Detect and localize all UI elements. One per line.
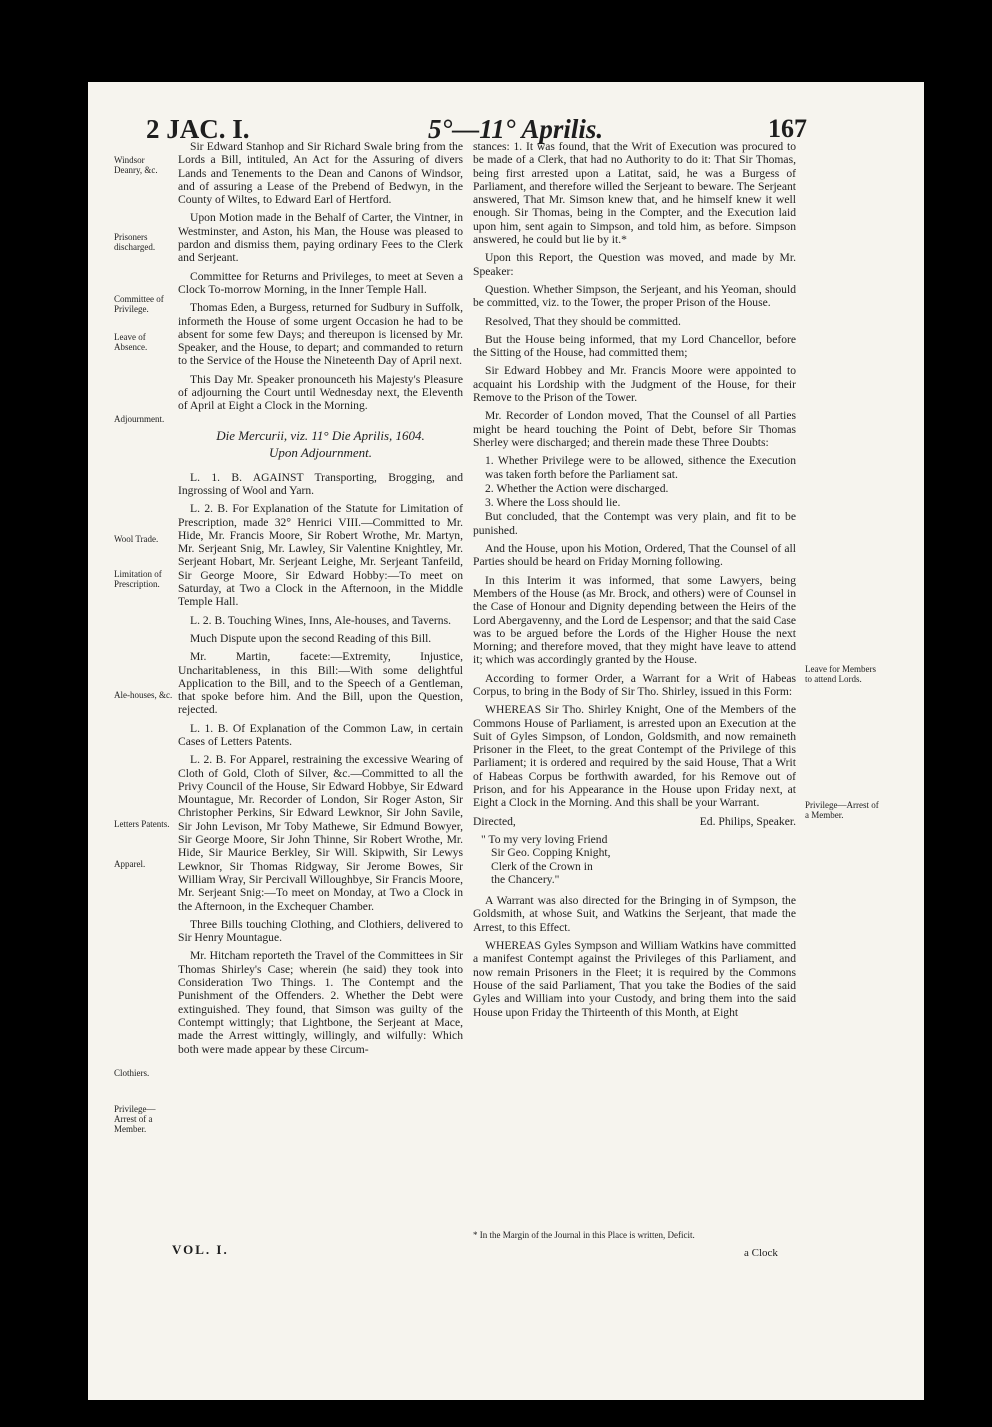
margin-note: Wool Trade.: [114, 534, 159, 544]
paragraph: But the House being informed, that my Lord Chancellor, before the Sitting of the House, had committed them;: [473, 332, 796, 360]
paragraph: Resolved, That they should be committed.: [485, 314, 681, 328]
paragraph: L. 2. B. For Explanation of the Statute for Limitation of Prescription, made 32° Henrici VIII.—Committed to Mr. Hide, Mr. Francis Moore, Sir Robert Wrothe, Mr. Martyn, Mr. Serjeant Snig, Mr. Lawley, Sir Valentine Knightley, Mr. Serjeant Hobart, Mr. Serjeant Leighe, Mr. Serjeant Tanfeild, Sir George Moore, Sir Edward Hobby:—To meet on Saturday, at Two a Clock in the Afternoon, in the Middle Temple Hall.: [178, 502, 463, 609]
address-line: Sir Geo. Copping Knight,: [491, 846, 611, 860]
paragraph: But concluded, that the Contempt was very plain, and fit to be punished.: [473, 510, 796, 537]
margin-note: Clothiers.: [114, 1068, 150, 1078]
paragraph: Sir Edward Hobbey and Mr. Francis Moore were appointed to acquaint his Lordship with the Judgment of the House, for their Remove to the Prison of the Tower.: [473, 364, 796, 405]
address-line: " To my very loving Friend: [481, 832, 608, 846]
margin-note: Apparel.: [114, 859, 146, 869]
paragraph: Sir Edward Stanhop and Sir Richard Swale bring from the Lords a Bill, intituled, An Act for the Assuring of divers Lands and Tenements to the Dean and Canons of Windsor, and of assuring a Lease of the Prebend of Bedwyn, in the County of Wiltes, to Edward Earl of Hertford.: [178, 140, 463, 207]
paragraph: According to former Order, a Warrant for a Writ of Habeas Corpus, to bring in the Body of Sir Tho. Shirley, issued in this Form:: [473, 671, 796, 698]
paragraph: Mr. Martin, facete:—Extremity, Injustice, Uncharitableness, in this Bill:—With some delightful Application to the Bill, and to the Speech of a Gentleman, that spoke before him. And the Bill, upon the Question, rejected.: [178, 650, 463, 717]
paragraph: stances: 1. It was found, that the Writ of Execution was procured to be made of a Clerk, that had no Authority to do it: That Sir Thomas, being first arrested upon a Latitat, said, he was a Burgess of Parliament, and therefore willed the Serjeant to beware. The Serjeant answered, That Mr. Simson knew that, and he himself knew it well enough. Sir Thomas, being in the Compter, and the Execution laid upon him, sent again to Simpson, and told him, as before. Simpson answered, he could but lie by it.*: [473, 140, 796, 247]
warrant-text: WHEREAS Gyles Sympson and William Watkins have committed a manifest Contempt against the Privileges of this Parliament, and now remain Prisoners in the Fleet; it is required by the Commons House of the said Parliament, That you take the Bodies of the said Gyles and William into your Custody, and bring them into the said House upon Friday the Thirteenth of this Month, at Eight: [473, 939, 796, 1019]
paragraph: Three Bills touching Clothing, and Clothiers, delivered to Sir Henry Mountague.: [178, 917, 463, 945]
margin-note: Limitation of Prescription.: [114, 569, 162, 589]
paragraph: L. 1. B. Of Explanation of the Common Law, in certain Cases of Letters Patents.: [178, 721, 463, 748]
paragraph: L. 2. B. Touching Wines, Inns, Ale-houses, and Taverns.: [190, 613, 451, 627]
margin-note: Windsor Deanry, &c.: [114, 155, 158, 175]
right-column: [473, 140, 796, 1024]
paragraph: L. 2. B. For Apparel, restraining the excessive Wearing of Cloth of Gold, Cloth of Silver, &c.—Committed to all the Privy Council of the House, Sir Edward Hobbye, Sir Edward Mountague, Mr. Recorder of London, Sir Roger Aston, Sir Christopher Perkins, Sir Edward Lewknor, Sir John Savile, Sir John Levison, Mr Toby Mathewe, Sir Edmund Bowyer, Sir George Moore, Sir John Thinne, Sir Robert Wrothe, Mr. Hide, Sir Maurice Berkley, Sir Will. Skipwith, Sir Lewys Lewknor, Sir Thomas Ridgway, Sir Jerome Bowes, Sir William Wray, Sir Percivall Willoughbye, Sir Francis Moore, Mr. Serjeant Snig:—To meet on Monday, at Two a Clock in the Afternoon, in the Exchequer Chamber.: [178, 753, 463, 913]
margin-note: Privilege—Arrest of a Member.: [114, 1104, 156, 1134]
paragraph: This Day Mr. Speaker pronounceth his Majesty's Pleasure of adjourning the Court until Wednesday next, the Eleventh of April at Eight a Clock in the Morning.: [178, 372, 463, 413]
margin-note: Leave of Absence.: [114, 332, 148, 352]
margin-note: Letters Patents.: [114, 819, 170, 829]
margin-note: Ale-houses, &c.: [114, 690, 173, 700]
margin-note: Adjournment.: [114, 414, 165, 424]
paragraph: In this Interim it was informed, that some Lawyers, being Members of the House (as Mr. Brock, and others) were of Counsel in the Case of Honour and Dignity depending between the Heirs of the Lord Abergavenny, and the Lord de Lespensor; and that the said Case was to be argued before the Lords of the Higher House the next Morning; and therefore moved, that they might have leave to attend it; which was accordingly granted by the House.: [473, 573, 796, 667]
left-column: [178, 140, 463, 1061]
address-line: the Chancery.": [491, 872, 560, 886]
paragraph: A Warrant was also directed for the Bringing in of Sympson, the Goldsmith, at whose Suit, and Watkins the Serjeant, that made the Arrest, to this Effect.: [473, 894, 796, 934]
volume-mark: VOL. I.: [172, 1242, 229, 1257]
list-item: 3. Where the Loss should lie.: [485, 496, 621, 510]
running-head-left: 2 JAC. I.: [146, 114, 250, 144]
running-head-center: 5°—11° Aprilis.: [428, 114, 604, 144]
list-item: 1. Whether Privilege were to be allowed, sithence the Execution was taken forth before the Parliament sat.: [485, 454, 796, 481]
paragraph: L. 1. B. AGAINST Transporting, Brogging, and Ingrossing of Wool and Yarn.: [178, 470, 463, 497]
paragraph: Mr. Recorder of London moved, That the Counsel of all Parties might be heard touching the Point of Debt, before Sir Thomas Sherley were discharged; and therein made these Three Doubts:: [473, 409, 796, 449]
day-heading: Die Mercurii, viz. 11° Die Aprilis, 1604. Upon Adjournment.: [216, 427, 425, 460]
journal-page: [88, 82, 924, 1400]
paragraph: Committee for Returns and Privileges, to meet at Seven a Clock To-morrow Morning, in the Inner Temple Hall.: [178, 269, 463, 296]
paragraph: And the House, upon his Motion, Ordered, That the Counsel of all Parties should be heard on Friday Morning following.: [473, 542, 796, 569]
margin-note: Leave for Members to attend Lords.: [805, 664, 876, 684]
paragraph: Thomas Eden, a Burgess, returned for Sudbury in Suffolk, informeth the House of some urgent Occasion he had to be absent for some few Days; and thereupon is licensed by Mr. Speaker, and the House, to depart; and commanded to return to the Service of the House the Nineteenth Day of April next.: [178, 301, 463, 368]
margin-note: Committee of Privilege.: [114, 294, 164, 314]
margin-note: Prisoners discharged.: [114, 232, 156, 252]
footnote: * In the Margin of the Journal in this Place is written, Deficit.: [473, 1230, 695, 1240]
catchword: a Clock: [744, 1247, 778, 1259]
signer: Ed. Philips, Speaker.: [699, 814, 796, 828]
paragraph: Mr. Hitcham reporteth the Travel of the Committees in Sir Thomas Shirley's Case; wherein (he said) they took into Consideration Two Things. 1. The Contempt and the Punishment of the Offenders. 2. Whether the Debt were extinguished. They found, that Simson was guilty of the Contempt wittingly; that Lightbone, the Serjeant at Mace, made the Arrest wittingly, willingly, and wilfully: Which both were made appear by these Circum-: [178, 949, 463, 1056]
paragraph: Upon Motion made in the Behalf of Carter, the Vintner, in Westminster, and Aston, his Man, the House was pleased to pardon and dismiss them, paying ordinary Fees to the Clerk and Serjeant.: [178, 211, 463, 265]
directed-label: Directed,: [473, 814, 516, 828]
page-number: 167: [768, 114, 807, 143]
paragraph: Question. Whether Simpson, the Serjeant, and his Yeoman, should be committed, viz. to the Tower, the proper Prison of the House.: [473, 282, 796, 310]
paragraph: Much Dispute upon the second Reading of this Bill.: [190, 631, 432, 645]
list-item: 2. Whether the Action were discharged.: [485, 481, 669, 495]
warrant-text: WHEREAS Sir Tho. Shirley Knight, One of the Members of the Commons House of Parliament, is arrested upon an Execution at the Suit of Gyles Simpson, of London, Goldsmith, and now remaineth Prisoner in the Fleet, to the great Contempt of the Privilege of this Parliament; it is ordered and required by the said House, That a Writ of Habeas Corpus be forthwith awarded, for his Remove out of Prison, and for his Appearance in the House upon Friday next, at Eight a Clock in the Morning. And this shall be your Warrant.: [473, 703, 796, 810]
margin-note: Privilege—Arrest of a Member.: [805, 800, 879, 820]
signature-line: [473, 815, 796, 828]
paragraph: Upon this Report, the Question was moved, and made by Mr. Speaker:: [473, 251, 796, 278]
address-line: Clerk of the Crown in: [491, 859, 593, 873]
